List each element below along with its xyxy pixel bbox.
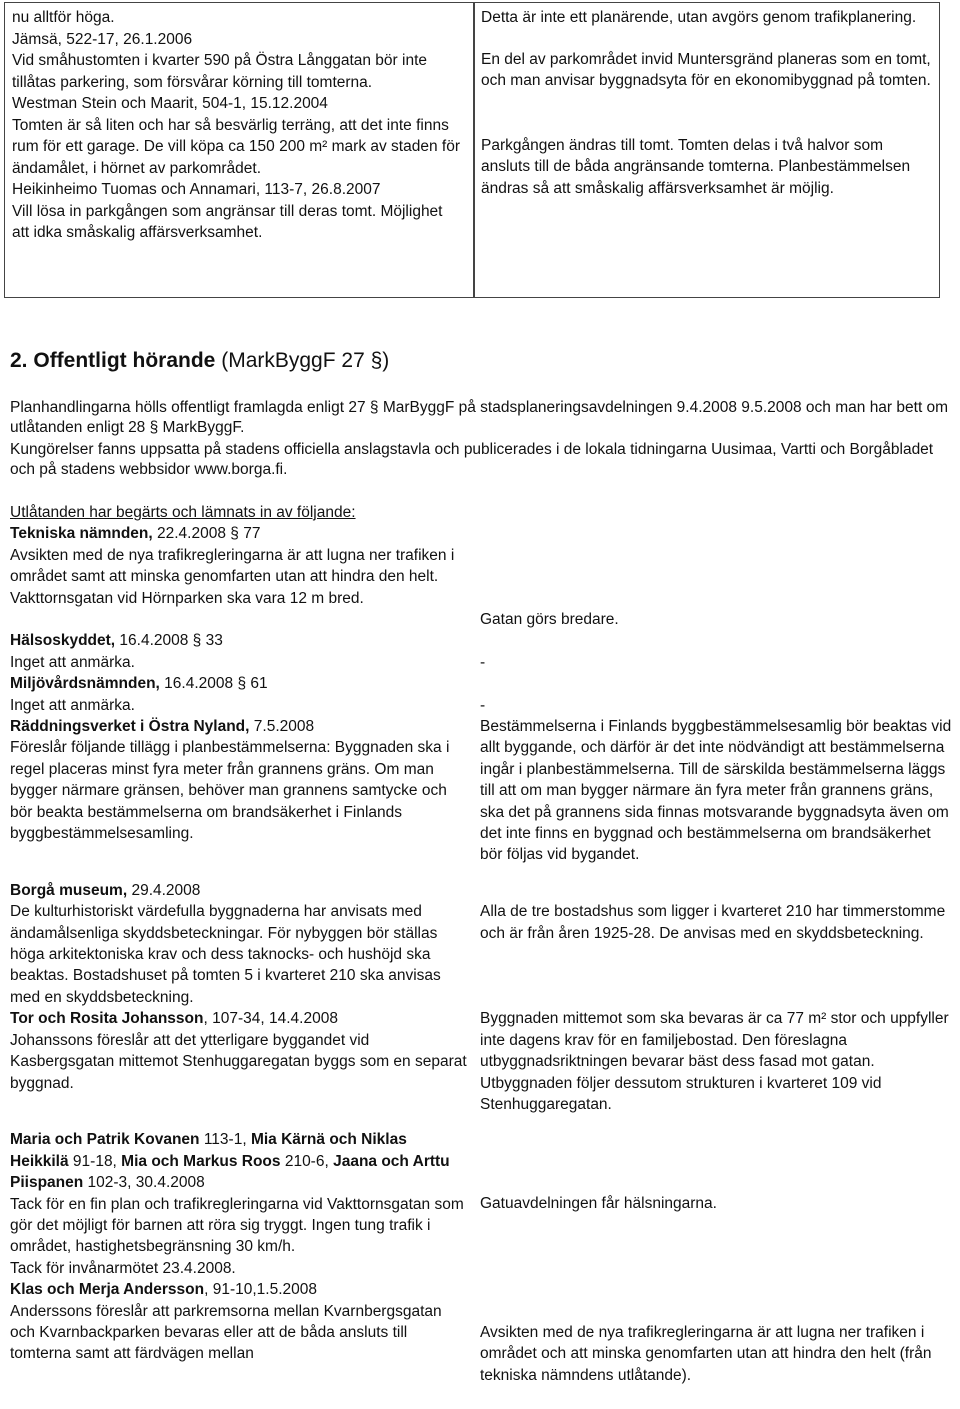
statement-author: Tekniska nämnden, [10, 525, 153, 543]
statement-ref: 7.5.2008 [249, 718, 315, 735]
table-left-column [12, 7, 464, 244]
statement-text: Tack för en fin plan och trafikregleringarna vid Vakttornsgatan som gör det möjligt för barnen att röra sig tryggt. Ingen tung trafik i området, hastighetsbegränsning 30 km/h. [10, 1195, 464, 1256]
statement-ref: 102-3, 30.4.2008 [83, 1174, 205, 1192]
statement-author: Tor och Rosita Johansson [10, 1010, 204, 1028]
statements-intro: Utlåtanden har begärts och lämnats in av följande: [10, 504, 356, 521]
table-column-divider [473, 3, 475, 297]
statement-text: Föreslår följande tillägg i planbestämmelserna: Byggnaden ska i regel placeras minst fyra meter från grannens gräns. Om man bygger närmare gränsen, behöver man grannens samtycke och bör beakta bestämmelserna om brandsäkerhet i Finlands byggbestämmelsesamling. [10, 739, 450, 843]
list-item [10, 523, 956, 630]
statement-ref: 16.4.2008 § 61 [159, 675, 268, 693]
table-left-text: Heikinheimo Tuomas och Annamari, 113-7, 26.8.2007 [12, 181, 381, 198]
statement-reply: Avsikten med de nya trafikregleringarna är att lugna ner trafiken i området och att minska genomfarten utan att hindra den helt (från tekniska nämndens utlåtande). [480, 1323, 932, 1384]
statement-author: Maria och Patrik Kovanen [10, 1131, 200, 1149]
statement-author: Jaana och Arttu Piispanen [10, 1152, 450, 1192]
list-item [10, 716, 956, 866]
statement-ref: 22.4.2008 § 77 [152, 525, 261, 543]
statement-author: Klas och Merja Andersson [10, 1281, 205, 1299]
statement-text: Vakttornsgatan vid Hörnparken ska vara 12 m bred. [10, 589, 364, 607]
statement-reply: Alla de tre bostadshus som ligger i kvarteret 210 har timmerstomme och är från åren 1925-28. De anvisas med en skyddsbeteckning. [480, 903, 946, 942]
statement-text: Avsikten med de nya trafikregleringarna är att lugna ner trafiken i området samt att minska genomfarten utan att hindra den helt. [10, 546, 455, 586]
statement-author: Mia och Markus Roos [121, 1152, 281, 1170]
statement-text: Johanssons föreslår att det ytterligare byggandet vid Kasbergsgatan mittemot Stenhuggaregatan byggs som en separat byggnad. [10, 1031, 467, 1092]
statement-text: Inget att anmärka. [10, 696, 135, 714]
list-item [10, 1129, 956, 1279]
table-left-text: nu alltför höga. [12, 9, 115, 26]
list-item [10, 673, 956, 716]
statement-author: Borgå museum, [10, 881, 128, 899]
table-right-text: Detta är inte ett planärende, utan avgörs genom trafikplanering. [481, 9, 917, 26]
section-title: Offentligt hörande [33, 349, 216, 372]
statement-ref: , 91-10,1.5.2008 [204, 1281, 317, 1299]
statement-ref: 210-6, [280, 1152, 334, 1170]
list-item [10, 630, 956, 673]
section-reference: (MarkByggF 27 §) [221, 349, 390, 372]
statement-text: Inget att anmärka. [10, 653, 135, 671]
table-left-text: Vid småhustomten i kvarter 590 på Östra Långgatan bör inte tillåtas parkering, som försvårar körning till tomterna. [12, 52, 428, 91]
statement-ref: 113-1, [199, 1131, 251, 1149]
table-left-text: Vill lösa in parkgången som angränsar till deras tomt. Möjlighet att idka småskalig affärsverksamhet. [12, 202, 443, 241]
section-paragraph-2: Kungörelser fanns uppsatta på stadens officiella anslagstavla och publicerades i de lokala tidningarna Uusimaa, Vartti och Borgåbladet och på stadens webbsidor www.borga.fi. [10, 441, 934, 478]
statement-author: Mia Kärnä och Niklas Heikkilä [10, 1131, 407, 1170]
previous-comments-table [4, 2, 940, 298]
statement-reply: - [480, 696, 486, 714]
statement-ref: 16.4.2008 § 33 [115, 632, 223, 650]
statement-ref: 29.4.2008 [127, 881, 201, 899]
statement-text: Tack för invånarmötet 23.4.2008. [10, 1259, 236, 1277]
statement-author: Hälsoskyddet, [10, 632, 116, 650]
section-number: 2. [10, 349, 28, 372]
statement-reply: Gatan görs bredare. [480, 610, 619, 628]
table-right-column [481, 7, 933, 199]
statement-text: Anderssons föreslår att parkremsorna mellan Kvarnbergsgatan och Kvarnbackparken bevaras eller att de båda ansluts till tomterna samt att färdvägen mellan [10, 1302, 442, 1363]
statement-reply: Bestämmelserna i Finlands byggbestämmelsesamlig bör beaktas vid allt byggande, och därför är det inte nödvändigt att bestämmelserna ingår i planbestämmelserna. Till de särskilda bestämmelserna läggs till att om man bygger närmare än fyra meter från grannens gräns, ska det på grannens sida finnas motsvarande byggnadsyta även om det inte finns en byggnad och bestämmelserna om brandsäkerhet bör följas vid bygandet. [480, 718, 952, 864]
list-item [10, 880, 956, 1008]
section-paragraph-1: Planhandlingarna hölls offentligt framlagda enligt 27 § MarByggF på stadsplaneringsavdelningen 9.4.2008 9.5.2008 och man har bett om utlåtanden enligt 28 § MarkByggF. [10, 399, 949, 436]
statement-reply: - [480, 653, 486, 671]
statement-ref: , 107-34, 14.4.2008 [203, 1010, 338, 1028]
statement-reply: Byggnaden mittemot som ska bevaras är ca 77 m² stor och uppfyller inte dagens krav för en familjebostad. Den föreslagna utbyggnadsriktningen bevarar bäst dess fasad mot gatan. Utbyggnaden följer dessutom strukturen i kvarteret 109 vid Stenhuggaregatan. [480, 1010, 949, 1113]
list-item [10, 1008, 956, 1115]
list-item [10, 1279, 956, 1386]
statement-ref: 91-18, [68, 1152, 122, 1170]
statement-text: De kulturhistoriskt värdefulla byggnaderna har anvisats med ändamålsenliga skyddsbeteckningar. För nybyggen bör ställas höga arkitektoniska krav och dess taknocks- och hushöjd ska beaktas. Bostadshuset på tomten 5 i kvarteret 210 ska anvisas med en skyddsbeteckning. [10, 903, 441, 1006]
table-left-text: Jämsä, 522-17, 26.1.2006 [12, 30, 193, 48]
table-right-text: En del av parkområdet invid Muntersgränd planeras som en tomt, och man anvisar byggnadsyta för en ekonomibyggnad på tomten. [481, 50, 931, 89]
statement-reply: Gatuavdelningen får hälsningarna. [480, 1195, 717, 1213]
statement-author: Miljövårdsnämnden, [10, 675, 160, 693]
table-left-text: Tomten är så liten och har så besvärlig terräng, att det inte finns rum för ett garage. De vill köpa ca 150 200 m² mark av staden för ändamålet, i hörnet av parkområdet. [12, 116, 460, 177]
statement-author: Räddningsverket i Östra Nyland, [10, 718, 250, 735]
section-heading [10, 348, 389, 374]
table-left-text: Westman Stein och Maarit, 504-1, 15.12.2004 [12, 95, 328, 112]
statements-list [10, 502, 956, 1386]
table-right-text: Parkgången ändras till tomt. Tomten delas i två halvor som ansluts till de båda angränsande tomterna. Planbestämmelsen ändras så att småskalig affärsverksamhet är möjlig. [481, 136, 911, 197]
